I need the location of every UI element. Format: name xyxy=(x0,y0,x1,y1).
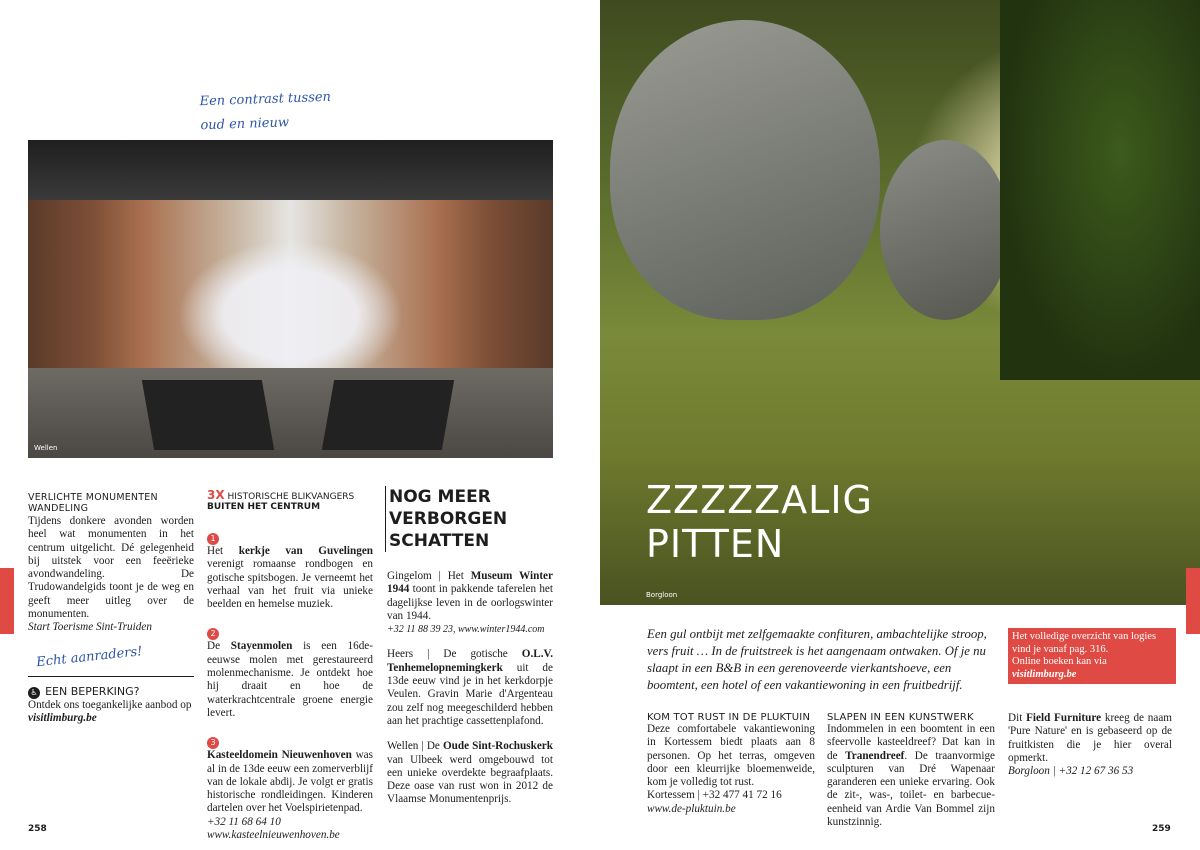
handwritten-note: Echt aanraders! xyxy=(35,643,144,670)
page-number: 258 xyxy=(28,824,47,834)
right-edge-marker xyxy=(1186,568,1200,634)
column-kunstwerk: SLAPEN IN EEN KUNSTWERK Indommelen in een boomtent in een sfeervolle kasteeldreef? Dat kan in de Tranendreef. De traanvormige sculpturen van Dré Wapenaar garanderen een unieke ervaring. Ook de zit-, was-, toilet- en barbecue-eenheid van Ardie Van Bommel zijn kunstzinnig. xyxy=(827,712,996,829)
column-monuments xyxy=(28,492,194,725)
body-text: Deze comfortabele vakantiewoning in Kortessem biedt plaats aan 8 personen. Op het terras, omgeven door een kleurrijke bloemenweide, kom je volledig tot rust. xyxy=(647,723,815,789)
chapter-title: ZZZZZALIG PITTEN xyxy=(646,478,873,566)
phone: +32 11 68 64 10 xyxy=(207,815,281,828)
contact-info: Kortessem | +32 477 41 72 16 xyxy=(647,789,782,802)
list-item: 2 De Stayenmolen is een 16de-eeuwse molen met gerestaureerd molenmechanisme. Je ontdekt hoe hij draait en hoe de waterkrachtcentrale groene energie levert. xyxy=(207,629,374,719)
info-box-link[interactable]: visitlimburg.be xyxy=(1012,668,1077,680)
number-badge: 3 xyxy=(207,737,219,749)
column-verborgen-schatten xyxy=(385,486,557,552)
accessibility-text: Ontdek ons toegankelijke aanbod op visitlimburg.be xyxy=(28,698,192,724)
number-badge: 1 xyxy=(207,533,219,545)
list-item: 3 Kasteeldomein Nieuwenhoven was al in de 13de eeuw een zomerverblijf van de lokale abdij. Je volgt er gratis historische rondleidingen. Kinderen dartelen over het Voelspirietenpad. xyxy=(207,738,373,815)
section-subheading: BUITEN HET CENTRUM xyxy=(207,502,321,512)
contact-info: Borgloon | +32 12 67 36 53 xyxy=(1008,765,1134,778)
website-link[interactable]: www.de-pluktuin.be xyxy=(647,802,736,815)
column-blikvangers xyxy=(207,488,373,842)
photo-tree-tents xyxy=(600,0,1200,605)
section-heading: 3X HISTORISCHE BLIKVANGERS xyxy=(207,488,355,502)
start-note: Start Toerisme Sint-Truiden xyxy=(28,621,152,634)
section-heading: KOM TOT RUST IN DE PLUKTUIN xyxy=(647,712,811,723)
info-box: Het volledige overzicht van logies vind je vanaf pag. 316. Online boeken kan via visitlimburg.be xyxy=(1008,628,1176,684)
photo-caption: Wellen xyxy=(34,444,58,452)
page-number: 259 xyxy=(1152,824,1171,834)
accessibility-icon: ♿ xyxy=(28,687,40,699)
column-pluktuin xyxy=(647,712,815,816)
section-heading: SLAPEN IN EEN KUNSTWERK xyxy=(827,712,974,723)
handwriting-line: oud en nieuw xyxy=(200,115,290,134)
section-heading: VERLICHTE MONUMENTEN WANDELING xyxy=(28,492,158,514)
accessibility-heading: EEN BEPERKING? xyxy=(45,684,140,698)
website-link[interactable]: www.kasteelnieuwenhoven.be xyxy=(207,829,340,842)
intro-text: Een gul ontbijt met zelfgemaakte confituren, ambachtelijke stroop, vers fruit … In de fruitstreek is het aangenaam ontwaken. Of je nu slaapt in een B&B in een gerenoveerde vierkantshoeve, een boomtent, een hotel of een vakantiewoning in een fruitbedrijf. xyxy=(647,627,987,692)
contact-info: +32 11 88 39 23, www.winter1944.com xyxy=(387,624,545,636)
column-field-furniture: Dit Field Furniture kreeg de naam 'Pure Nature' en is gebaseerd op de fruitkisten die je hier overal opmerkt. Borgloon | +32 12 67 36 53 xyxy=(1008,712,1173,778)
left-edge-marker xyxy=(0,568,14,634)
photo-caption: Borgloon xyxy=(646,591,678,599)
handwriting-line: Een contrast tussen xyxy=(199,89,332,110)
section-heading: NOG MEER VERBORGEN SCHATTEN xyxy=(389,487,508,551)
heading-count: 3X xyxy=(207,488,225,502)
handwritten-note-top xyxy=(199,86,332,139)
column-verborgen-schatten-body: Gingelom | Het Museum Winter 1944 toont in pakkende taferelen het dagelijkse leven in de oorlogswinter van 1944. +32 11 88 39 23, www.winter1944.com Heers | De gotische O.L.V. Tenhemelopnemingkerk uit de 13de eeuw vind je in het kerkdorpje Veulen. Gravin Marie d'Argenteau zou zelf nog meegeschilderd hebben aan het prachtige cassettenplafond. Wellen | De Oude Sint-Rochuskerk van Ulbeek werd omgebouwd tot een unieke overdekte begraafplaats. Deze oase van rust won in 2012 de Vlaamse Monumentenprijs. xyxy=(387,570,553,806)
accessibility-link[interactable]: visitlimburg.be xyxy=(28,711,97,724)
list-item: 1 Het kerkje van Guvelingen verenigt romaanse rondbogen en gotische spitsbogen. Je verneemt het verhaal van het fruit via unieke beelden en hemelse muziek. xyxy=(207,534,374,611)
number-badge: 2 xyxy=(207,628,219,640)
photo-chapel-interior xyxy=(28,140,553,458)
body-text: Tijdens donkere avonden worden heel wat monumenten in het centrum uitgelicht. Dé gelegenheid bij uitstek voor een feeërieke avondwandeling. De Trudowandelgids toont je de weg en geeft meer uitleg over de monumenten. xyxy=(28,515,194,621)
